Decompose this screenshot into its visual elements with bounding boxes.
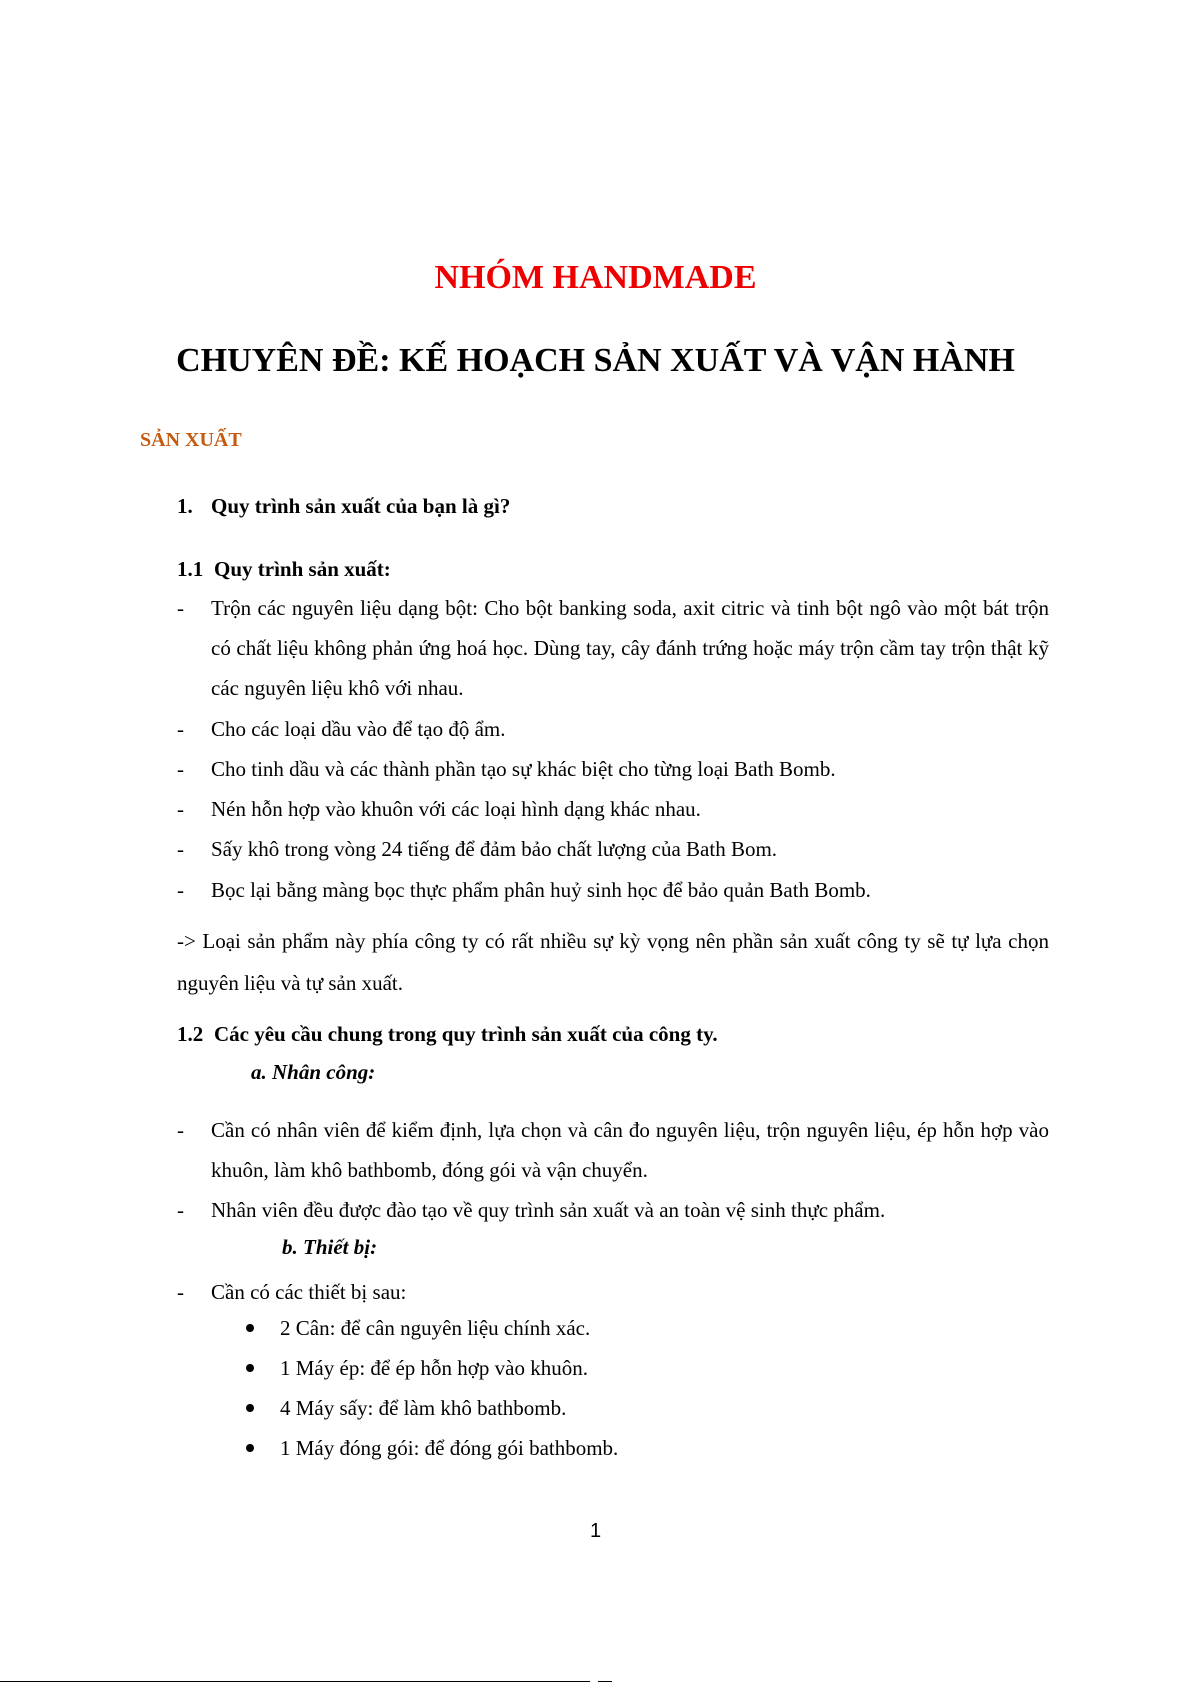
list-item: Bọc lại bằng màng bọc thực phẩm phân huỷ sinh học để bảo quản Bath Bomb. — [211, 878, 871, 902]
question-number: 1. — [177, 494, 193, 518]
bullet-icon — [246, 1364, 254, 1372]
list-item: Cho tinh dầu và các thành phần tạo sự khác biệt cho từng loại Bath Bomb. — [211, 757, 836, 781]
list-item: Nén hỗn hợp vào khuôn với các loại hình dạng khác nhau. — [211, 797, 701, 821]
list-dash: - — [177, 1198, 184, 1222]
equipment-item: 1 Máy ép: để ép hỗn hợp vào khuôn. — [280, 1356, 588, 1380]
subsection-title: Các yêu cầu chung trong quy trình sản xuất của công ty. — [214, 1022, 718, 1046]
list-item: Trộn các nguyên liệu dạng bột: Cho bột banking soda, axit citric và tinh bột ngô vào một bát trộn có chất liệu không phản ứng hoá học. Dùng tay, cây đánh trứng hoặc máy trộn cầm tay trộn thật kỹ các nguyên liệu khô với nhau. — [211, 596, 1049, 700]
subsection-number: 1.1 — [177, 557, 204, 581]
subsection-number: 1.2 — [177, 1022, 204, 1046]
list-item: Nhân viên đều được đào tạo về quy trình sản xuất và an toàn vệ sinh thực phẩm. — [211, 1198, 886, 1222]
topic-title: CHUYÊN ĐỀ: KẾ HOẠCH SẢN XUẤT VÀ VẬN HÀNH — [176, 342, 1015, 379]
page-divider — [0, 1681, 590, 1682]
list-dash: - — [177, 1118, 184, 1142]
bullet-icon — [246, 1444, 254, 1452]
page-divider — [598, 1681, 612, 1682]
list-dash: - — [177, 878, 184, 902]
section-heading: SẢN XUẤT — [140, 429, 242, 451]
group-title: NHÓM HANDMADE — [434, 259, 757, 296]
bullet-icon — [246, 1404, 254, 1412]
equipment-intro: Cần có các thiết bị sau: — [211, 1280, 407, 1304]
equipment-item: 4 Máy sấy: để làm khô bathbomb. — [280, 1396, 567, 1420]
list-dash: - — [177, 1280, 184, 1304]
list-dash: - — [177, 757, 184, 781]
list-item: Sấy khô trong vòng 24 tiếng để đảm bảo chất lượng của Bath Bom. — [211, 837, 778, 861]
conclusion-paragraph: -> Loại sản phẩm này phía công ty có rất nhiều sự kỳ vọng nên phần sản xuất công ty sẽ tự lựa chọn nguyên liệu và tự sản xuất. — [177, 929, 1049, 995]
labor-heading: a. Nhân công: — [251, 1060, 376, 1084]
page-number: 1 — [589, 1520, 602, 1542]
list-item: Cần có nhân viên để kiểm định, lựa chọn và cân đo nguyên liệu, trộn nguyên liệu, ép hỗn hợp vào khuôn, làm khô bathbomb, đóng gói và vận chuyển. — [211, 1118, 1049, 1182]
bullet-icon — [246, 1324, 254, 1332]
equipment-item: 1 Máy đóng gói: để đóng gói bathbomb. — [280, 1436, 619, 1460]
question-text: Quy trình sản xuất của bạn là gì? — [211, 494, 511, 518]
equipment-item: 2 Cân: để cân nguyên liệu chính xác. — [280, 1316, 591, 1340]
list-dash: - — [177, 797, 184, 821]
subsection-title: Quy trình sản xuất: — [214, 557, 391, 581]
list-dash: - — [177, 837, 184, 861]
list-dash: - — [177, 717, 184, 741]
equipment-heading: b. Thiết bị: — [282, 1235, 378, 1259]
list-item: Cho các loại dầu vào để tạo độ ẩm. — [211, 717, 506, 741]
list-dash: - — [177, 596, 184, 620]
